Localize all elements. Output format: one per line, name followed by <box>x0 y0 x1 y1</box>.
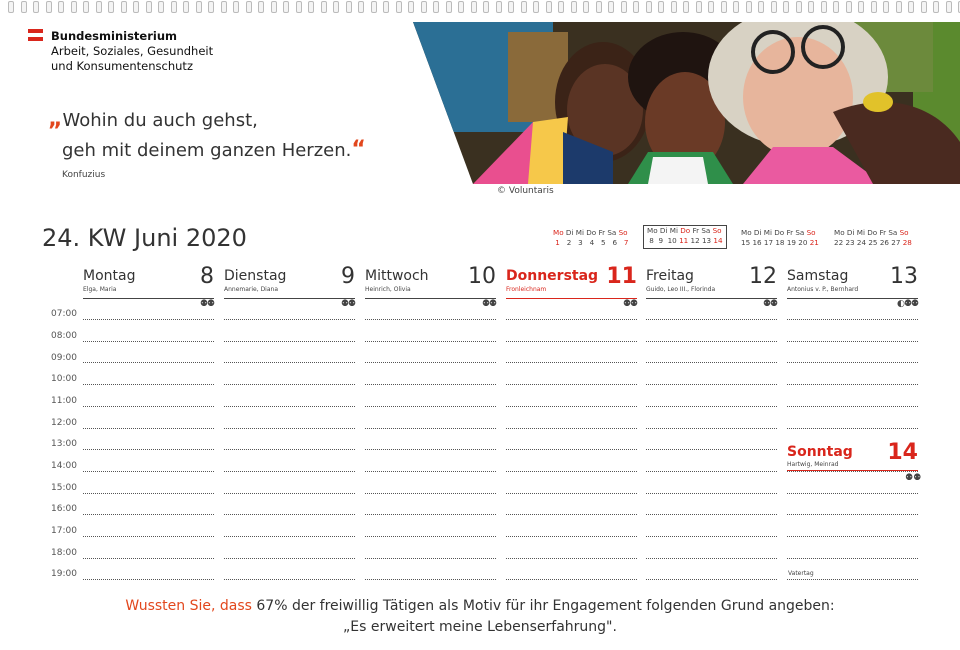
writing-line <box>787 471 918 472</box>
austria-flag-icon <box>28 29 43 41</box>
day-column-sunday <box>787 440 918 471</box>
day-number: 8 <box>200 264 214 289</box>
binding-loop <box>596 1 602 13</box>
binding-loop <box>146 1 152 13</box>
writing-line <box>787 493 918 494</box>
time-label: 10:00 <box>51 374 77 384</box>
writing-line <box>787 536 918 537</box>
writing-line <box>365 493 496 494</box>
binding-loop <box>671 1 677 13</box>
binding-loop <box>83 1 89 13</box>
time-label: 16:00 <box>51 504 77 514</box>
writing-line <box>787 362 918 363</box>
writing-line <box>224 579 355 580</box>
day-number: 13 <box>890 264 918 289</box>
writing-line <box>506 558 637 559</box>
binding-loop <box>946 1 952 13</box>
binding-loop <box>521 1 527 13</box>
ministry-line-3: und Konsumentenschutz <box>51 59 193 73</box>
time-label: 08:00 <box>51 331 77 341</box>
time-label: 09:00 <box>51 353 77 363</box>
fact-line-1: 67% der freiwillig Tätigen als Motiv für ihr Engagement folgenden Grund angeben: <box>251 598 835 614</box>
writing-line <box>365 362 496 363</box>
writing-line <box>646 536 777 537</box>
day-column-wednesday <box>365 264 496 309</box>
binding-loop <box>896 1 902 13</box>
binding-loop <box>133 1 139 13</box>
quote-line-2: geh mit deinem ganzen Herzen. <box>62 140 352 161</box>
writing-line <box>83 341 214 342</box>
writing-line <box>646 514 777 515</box>
did-you-know-fact <box>0 596 960 638</box>
fact-highlight: Wussten Sie, dass <box>125 598 252 614</box>
binding-loop <box>158 1 164 13</box>
writing-line <box>506 384 637 385</box>
binding-loop <box>96 1 102 13</box>
day-name: Donnerstag <box>506 268 599 284</box>
day-name: Samstag <box>787 268 849 284</box>
binding-loop <box>233 1 239 13</box>
writing-line <box>224 341 355 342</box>
writing-line <box>224 536 355 537</box>
binding-loop <box>858 1 864 13</box>
ministry-logo <box>51 29 213 74</box>
binding-loop <box>183 1 189 13</box>
binding-loop <box>721 1 727 13</box>
day-column-saturday <box>787 264 918 309</box>
day-number: 14 <box>887 440 918 465</box>
writing-line <box>506 428 637 429</box>
writing-line <box>365 384 496 385</box>
day-name: Montag <box>83 268 136 284</box>
day-name: Dienstag <box>224 268 287 284</box>
binding-loop <box>108 1 114 13</box>
fact-line-2: „Es erweitert meine Lebenserfahrung". <box>343 619 617 635</box>
time-label: 07:00 <box>51 309 77 319</box>
binding-loop <box>508 1 514 13</box>
writing-line <box>506 341 637 342</box>
writing-line <box>224 362 355 363</box>
time-label: 13:00 <box>51 439 77 449</box>
binding-loop <box>646 1 652 13</box>
ministry-line-2: Arbeit, Soziales, Gesundheit <box>51 44 214 58</box>
binding-loop <box>608 1 614 13</box>
day-number: 11 <box>606 264 637 289</box>
binding-loop <box>421 1 427 13</box>
writing-line <box>506 536 637 537</box>
binding-loop <box>821 1 827 13</box>
time-label: 17:00 <box>51 526 77 536</box>
name-days: Annemarie, Diana <box>224 286 279 293</box>
binding-loop <box>283 1 289 13</box>
writing-line <box>646 406 777 407</box>
binding-loop <box>908 1 914 13</box>
people-icon: ⚉⚉ <box>199 299 214 309</box>
binding-loop <box>733 1 739 13</box>
binding-loop <box>296 1 302 13</box>
binding-loop <box>583 1 589 13</box>
binding-loop <box>533 1 539 13</box>
writing-line <box>224 493 355 494</box>
day-column-tuesday <box>224 264 355 309</box>
binding-loop <box>121 1 127 13</box>
binding-loop <box>558 1 564 13</box>
writing-line <box>224 449 355 450</box>
writing-line <box>83 362 214 363</box>
volunteers-photo <box>413 22 960 184</box>
name-days: Antonius v. P., Bernhard <box>787 286 859 293</box>
binding-loop <box>483 1 489 13</box>
writing-line <box>83 514 214 515</box>
writing-line <box>787 514 918 515</box>
writing-line <box>224 384 355 385</box>
binding-loop <box>71 1 77 13</box>
writing-line <box>83 579 214 580</box>
writing-line <box>365 428 496 429</box>
binding-loop <box>496 1 502 13</box>
people-icon: ⚉⚉ <box>762 299 777 309</box>
binding-loop <box>21 1 27 13</box>
writing-line <box>506 493 637 494</box>
writing-line <box>224 406 355 407</box>
writing-line <box>646 319 777 320</box>
writing-line <box>787 558 918 559</box>
people-icon: ⚉⚉ <box>905 473 922 483</box>
day-name: Mittwoch <box>365 268 429 284</box>
binding-loop <box>883 1 889 13</box>
binding-loop <box>571 1 577 13</box>
writing-line <box>646 428 777 429</box>
binding-loop <box>921 1 927 13</box>
binding-loop <box>358 1 364 13</box>
binding-loop <box>171 1 177 13</box>
writing-line <box>365 406 496 407</box>
name-days: Heinrich, Olivia <box>365 286 411 293</box>
binding-loop <box>196 1 202 13</box>
binding-loop <box>246 1 252 13</box>
binding-loop <box>683 1 689 13</box>
binding-loop <box>708 1 714 13</box>
binding-loop <box>46 1 52 13</box>
time-label: 19:00 <box>51 569 77 579</box>
time-label: 15:00 <box>51 483 77 493</box>
quote-author: Konfuzius <box>62 170 106 180</box>
day-column-thursday <box>506 264 637 309</box>
writing-line <box>506 362 637 363</box>
time-label: 11:00 <box>51 396 77 406</box>
name-days: Guido, Leo III., Florinda <box>646 286 716 293</box>
day-column-friday <box>646 264 777 309</box>
writing-line <box>365 558 496 559</box>
binding-loop <box>771 1 777 13</box>
fathers-day-note: Vatertag <box>788 570 814 577</box>
time-label: 14:00 <box>51 461 77 471</box>
writing-line <box>506 319 637 320</box>
writing-line <box>365 341 496 342</box>
writing-line <box>646 471 777 472</box>
binding-loop <box>871 1 877 13</box>
quote <box>48 105 366 165</box>
writing-line <box>787 428 918 429</box>
day-number: 12 <box>749 264 777 289</box>
writing-line <box>506 406 637 407</box>
writing-line <box>224 558 355 559</box>
writing-line <box>83 449 214 450</box>
writing-line <box>224 471 355 472</box>
writing-line <box>787 319 918 320</box>
writing-line <box>506 471 637 472</box>
binding-loop <box>271 1 277 13</box>
writing-line <box>787 406 918 407</box>
binding-loop <box>208 1 214 13</box>
binding-loop <box>658 1 664 13</box>
binding-loop <box>796 1 802 13</box>
photo-credit: © Voluntaris <box>497 186 554 196</box>
binding-loop <box>746 1 752 13</box>
day-number: 10 <box>468 264 496 289</box>
binding-loop <box>371 1 377 13</box>
people-icon: ⚉⚉ <box>481 299 496 309</box>
binding-loop <box>633 1 639 13</box>
day-column-monday <box>83 264 214 309</box>
writing-line <box>83 471 214 472</box>
binding-loop <box>446 1 452 13</box>
writing-line <box>365 449 496 450</box>
writing-line <box>646 558 777 559</box>
binding-loop <box>758 1 764 13</box>
binding-loop <box>433 1 439 13</box>
holiday-name: Fronleichnam <box>506 286 547 293</box>
writing-line <box>83 493 214 494</box>
mini-calendar-week-25: Mo Di Mi Do Fr Sa So 15 16 17 18 19 20 21 <box>741 228 819 247</box>
ministry-line-1: Bundesministerium <box>51 29 177 43</box>
writing-line <box>646 384 777 385</box>
writing-line <box>365 471 496 472</box>
binding-loop <box>933 1 939 13</box>
mini-calendar-week-26: Mo Di Mi Do Fr Sa So 22 23 24 25 26 27 28 <box>834 228 912 247</box>
people-icon: ⚉⚉ <box>622 299 637 309</box>
binding-loop <box>621 1 627 13</box>
quote-close-mark: “ <box>351 137 366 162</box>
writing-line <box>83 319 214 320</box>
binding-loop <box>471 1 477 13</box>
writing-line <box>83 428 214 429</box>
time-label: 18:00 <box>51 548 77 558</box>
binding-loop <box>458 1 464 13</box>
binding-loop <box>396 1 402 13</box>
binding-loop <box>846 1 852 13</box>
quote-open-mark: „ <box>48 107 63 132</box>
writing-line <box>787 579 918 580</box>
writing-line <box>365 514 496 515</box>
writing-line <box>83 384 214 385</box>
writing-line <box>787 384 918 385</box>
time-label: 12:00 <box>51 418 77 428</box>
binding-loop <box>333 1 339 13</box>
writing-line <box>506 514 637 515</box>
moon-people-icon: ◐⚉⚉ <box>897 299 918 309</box>
writing-line <box>646 341 777 342</box>
binding-loop <box>696 1 702 13</box>
name-days: Hartwig, Meinrad <box>787 461 839 468</box>
writing-line <box>646 449 777 450</box>
spiral-binding <box>0 0 960 14</box>
writing-line <box>506 449 637 450</box>
binding-loop <box>833 1 839 13</box>
binding-loop <box>33 1 39 13</box>
writing-line <box>83 406 214 407</box>
binding-loop <box>258 1 264 13</box>
binding-loop <box>408 1 414 13</box>
writing-line <box>787 341 918 342</box>
writing-line <box>506 579 637 580</box>
quote-line-1: Wohin du auch gehst, <box>62 110 258 131</box>
week-title: 24. KW Juni 2020 <box>42 224 247 252</box>
mini-calendar-week-24: Mo Di Mi Do Fr Sa So 8 9 10 11 12 13 14 <box>643 225 727 249</box>
binding-loop <box>808 1 814 13</box>
writing-line <box>224 319 355 320</box>
binding-loop <box>8 1 14 13</box>
binding-loop <box>383 1 389 13</box>
binding-loop <box>346 1 352 13</box>
writing-line <box>83 536 214 537</box>
writing-line <box>83 558 214 559</box>
writing-line <box>646 579 777 580</box>
writing-line <box>646 362 777 363</box>
binding-loop <box>221 1 227 13</box>
people-icon: ⚉⚉ <box>340 299 355 309</box>
binding-loop <box>783 1 789 13</box>
name-days: Elga, Maria <box>83 286 117 293</box>
binding-loop <box>546 1 552 13</box>
day-name: Freitag <box>646 268 694 284</box>
binding-loop <box>308 1 314 13</box>
writing-line <box>365 536 496 537</box>
writing-line <box>224 428 355 429</box>
mini-calendar-week-23: Mo Di Mi Do Fr Sa So 1 2 3 4 5 6 7 <box>553 228 629 247</box>
binding-loop <box>321 1 327 13</box>
day-name: Sonntag <box>787 444 853 460</box>
writing-line <box>365 579 496 580</box>
writing-line <box>365 319 496 320</box>
writing-line <box>224 514 355 515</box>
binding-loop <box>58 1 64 13</box>
day-number: 9 <box>341 264 355 289</box>
writing-line <box>646 493 777 494</box>
